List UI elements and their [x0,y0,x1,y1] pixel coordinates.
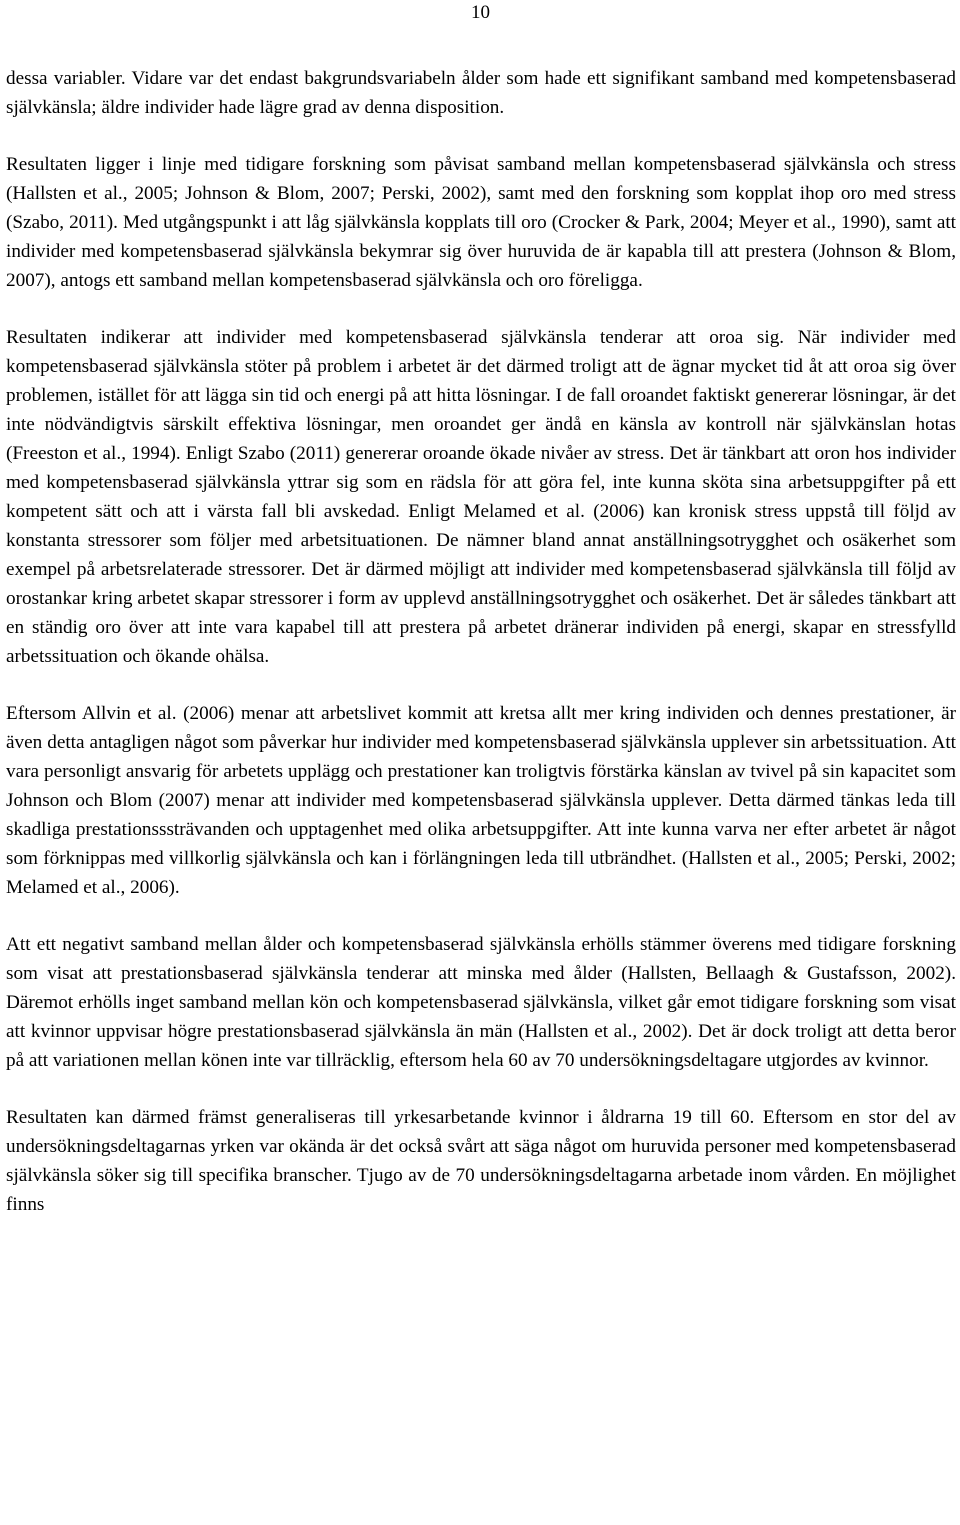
paragraph: Resultaten ligger i linje med tidigare forskning som påvisat samband mellan kompetensbaserad självkänsla och stress (Hallsten et al., 2005; Johnson & Blom, 2007; Perski, 2002), samt med den forskning som kopplat ihop oro med stress (Szabo, 2011). Med utgångspunkt i att låg självkänsla kopplats till oro (Crocker & Park, 2004; Meyer et al., 1990), samt att individer med kompetensbaserad självkänsla bekymrar sig över huruvida de är kapabla till att prestera (Johnson & Blom, 2007), antogs ett samband mellan kompetensbaserad självkänsla och oro föreligga. [6,154,956,291]
paragraph: Resultaten kan därmed främst generaliseras till yrkesarbetande kvinnor i åldrarna 19 till 60. Eftersom en stor del av undersökningsdeltagarnas yrken var okända är det också svårt att säga något om huruvida personer med kompetensbaserad självkänsla söker sig till specifika branscher. Tjugo av de 70 undersökningsdeltagarna arbetade inom vården. En möjlighet finns [6,1107,956,1215]
paragraph: Resultaten indikerar att individer med kompetensbaserad självkänsla tenderar att oroa sig. När individer med kompetensbaserad självkänsla stöter på problem i arbetet är det därmed troligt att de ägnar mycket tid åt att oroa sig över problemen, istället för att lägga sin tid och energi på att hitta lösningar. I de fall oroandet faktiskt genererar lösningar, är det inte nödvändigtvis särskilt effektiva lösningar, men oroandet ger ändå en känsla av kontroll när självkänslan hotas (Freeston et al., 1994). Enligt Szabo (2011) genererar oroande ökade nivåer av stress. Det är tänkbart att oron hos individer med kompetensbaserad självkänsla yttrar sig som en rädsla för att göra fel, inte kunna sköta sina arbetsuppgifter på ett kompetent sätt och att i värsta fall bli avskedad. Enligt Melamed et al. (2006) kan kronisk stress uppstå till följd av konstanta stressorer som följer med arbetsituationen. De nämner bland annat anställningsotrygghet och osäkerhet som exempel på arbetsrelaterade stressorer. Det är därmed möjligt att individer med kompetensbaserad självkänsla till följd av orostankar kring arbetet skapar stressorer i form av upplevd anställningsotrygghet och osäkerhet. Det är således tänkbart att en ständig oro över att inte vara kapabel till att prestera på arbetet dränerar individen på energi, skapar en stressfylld arbetssituation och ökande ohälsa. [6,327,956,667]
document-body [6,64,956,1219]
page-number: 10 [471,2,490,23]
paragraph: Att ett negativt samband mellan ålder och kompetensbaserad självkänsla erhölls stämmer överens med tidigare forskning som visat att prestationsbaserad självkänsla tenderar att minska med ålder (Hallsten, Bellaagh & Gustafsson, 2002). Däremot erhölls inget samband mellan kön och kompetensbaserad självkänsla, vilket går emot tidigare forskning som visat att kvinnor uppvisar högre prestationsbaserad självkänsla än män (Hallsten et al., 2002). Det är dock troligt att detta beror på att variationen mellan könen inte var tillräcklig, eftersom hela 60 av 70 undersökningsdeltagare utgjordes av kvinnor. [6,934,956,1071]
paragraph: dessa variabler. Vidare var det endast bakgrundsvariabeln ålder som hade ett signifikant samband med kompetensbaserad självkänsla; äldre individer hade lägre grad av denna disposition. [6,68,956,118]
paragraph: Eftersom Allvin et al. (2006) menar att arbetslivet kommit att kretsa allt mer kring individen och dennes prestationer, är även detta antagligen något som påverkar hur individer med kompetensbaserad självkänsla upplever sin arbetssituation. Att vara personligt ansvarig för arbetets upplägg och prestationer kan troligtvis förstärka känslan av tvivel på sin kapacitet som Johnson och Blom (2007) menar att individer med kompetensbaserad självkänsla upplever. Detta därmed tänkas leda till skadliga prestationsssträvanden och upptagenhet med olika arbetsuppgifter. Att inte kunna varva ner efter arbetet är något som förknippas med villkorlig självkänsla och kan i förlängningen leda till utbrändhet. (Hallsten et al., 2005; Perski, 2002; Melamed et al., 2006). [6,703,956,898]
